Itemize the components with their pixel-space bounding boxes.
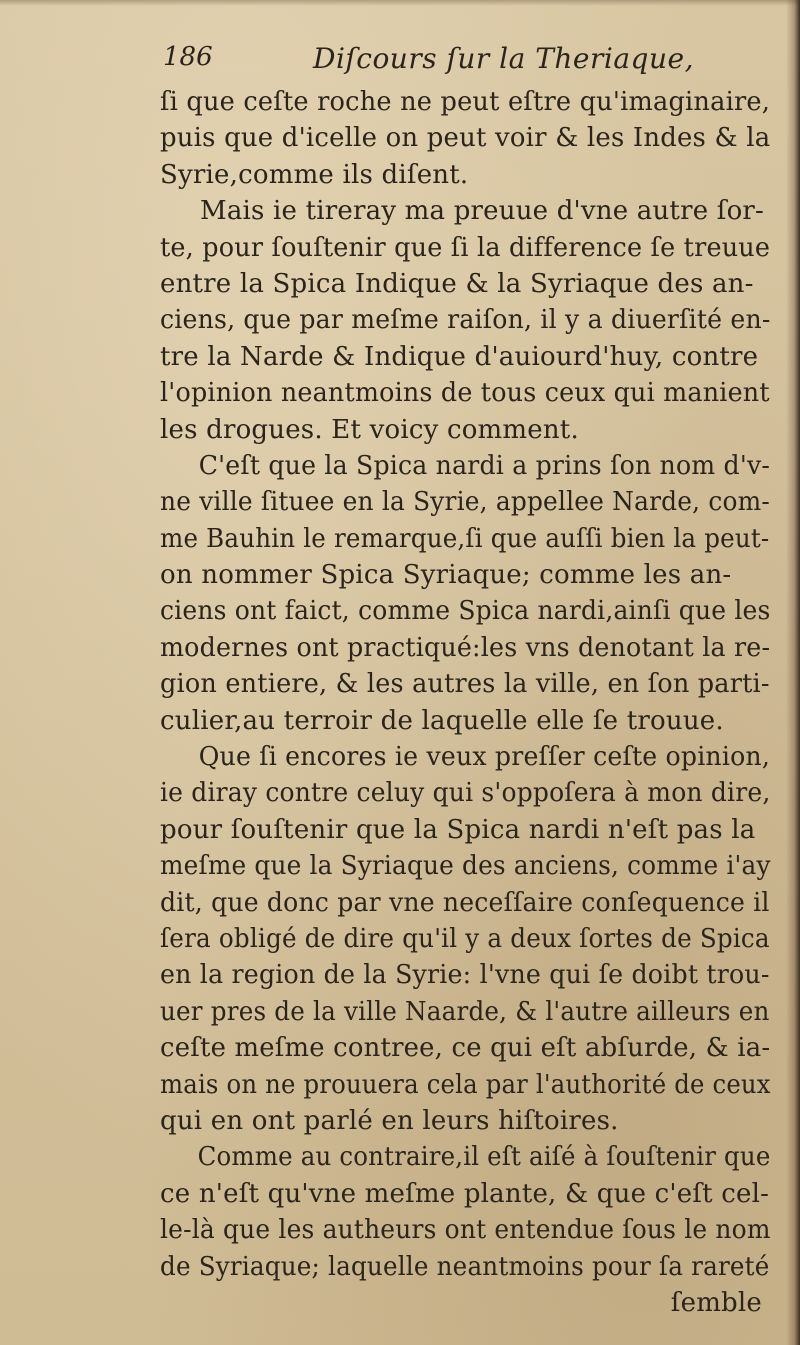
text-line: ciens, que par meſme raiſon, il y a diuerſité en-	[160, 305, 771, 336]
text-line: culier,au terroir de laquelle elle ſe trouue.	[160, 705, 724, 736]
paragraph-start-line: Mais ie tireray ma preuue d'vne autre ſor-	[200, 196, 765, 227]
text-line: de Syriaque; laquelle neantmoins pour ſa rareté	[160, 1251, 770, 1282]
text-line: gion entiere, & les autres la ville, en ſon parti-	[160, 669, 770, 700]
text-line: ſi que ceſte roche ne peut eſtre qu'imaginaire,	[160, 87, 771, 117]
text-line: ne ville ſituee en la Syrie, appellee Narde, com-	[160, 487, 770, 518]
paragraph-start-line: Comme au contraire,il eſt aiſé à ſouſtenir que	[197, 1142, 771, 1173]
text-line: l'opinion neantmoins de tous ceux qui manient	[160, 378, 770, 409]
text-line: qui en ont parlé en leurs hiſtoires.	[160, 1105, 619, 1136]
text-line: te, pour ſouſtenir que ſi la difference ſe treuue	[160, 232, 771, 263]
text-line: les drogues. Et voicy comment.	[160, 414, 579, 445]
body-text	[160, 84, 770, 1321]
text-line: pour ſouſtenir que la Spica nardi n'eſt pas la	[160, 814, 756, 845]
paragraph-start-line: C'eſt que la Spica nardi a prins ſon nom d'v-	[198, 450, 771, 481]
text-line: ie diray contre celuy qui s'oppoſera à mon dire,	[160, 778, 771, 809]
page-number: 186	[163, 42, 213, 72]
text-line: ciens ont faict, comme Spica nardi,ainſi que les	[160, 596, 771, 627]
text-line: uer pres de la ville Naarde, & l'autre ailleurs en	[160, 996, 770, 1027]
text-line: modernes ont practiqué:les vns denotant la re-	[160, 632, 771, 663]
text-line: le-là que les autheurs ont entendue ſous le nom	[160, 1215, 771, 1246]
paragraph-start-line: Que ſi encores ie veux preſſer ceſte opinion,	[198, 742, 771, 773]
catchword: ſemble	[670, 1287, 762, 1318]
text-line: puis que d'icelle on peut voir & les Indes & la	[160, 123, 771, 154]
text-line: Syrie,comme ils diſent.	[160, 159, 469, 190]
text-line: entre la Spica Indique & la Syriaque des an-	[160, 268, 754, 299]
text-line: ce n'eſt qu'vne meſme plante, & que c'eſt cel-	[160, 1178, 770, 1209]
page-top-shadow	[0, 0, 800, 6]
text-line: tre la Narde & Indique d'auiourd'huy, contre	[160, 341, 759, 372]
text-line: on nommer Spica Syriaque; comme les an-	[160, 560, 732, 591]
text-line: ſera obligé de dire qu'il y a deux ſortes de Spica	[160, 923, 770, 954]
page-gutter-shadow	[786, 0, 800, 1345]
running-title: Diſcours ſur la Theriaque,	[313, 42, 694, 75]
text-line: meſme que la Syriaque des anciens, comme i'ay	[160, 851, 771, 882]
text-line: en la region de la Syrie: l'vne qui ſe doibt trou-	[160, 960, 770, 991]
text-line: me Bauhin le remarque,ſi que auſſi bien la peut-	[160, 523, 770, 554]
text-line: dit, que donc par vne neceſſaire conſequence il	[160, 887, 770, 918]
text-line: ceſte meſme contree, ce qui eſt abſurde, & ia-	[160, 1033, 771, 1064]
text-line: mais on ne prouuera cela par l'authorité de ceux	[160, 1069, 771, 1100]
page-header	[163, 42, 723, 82]
